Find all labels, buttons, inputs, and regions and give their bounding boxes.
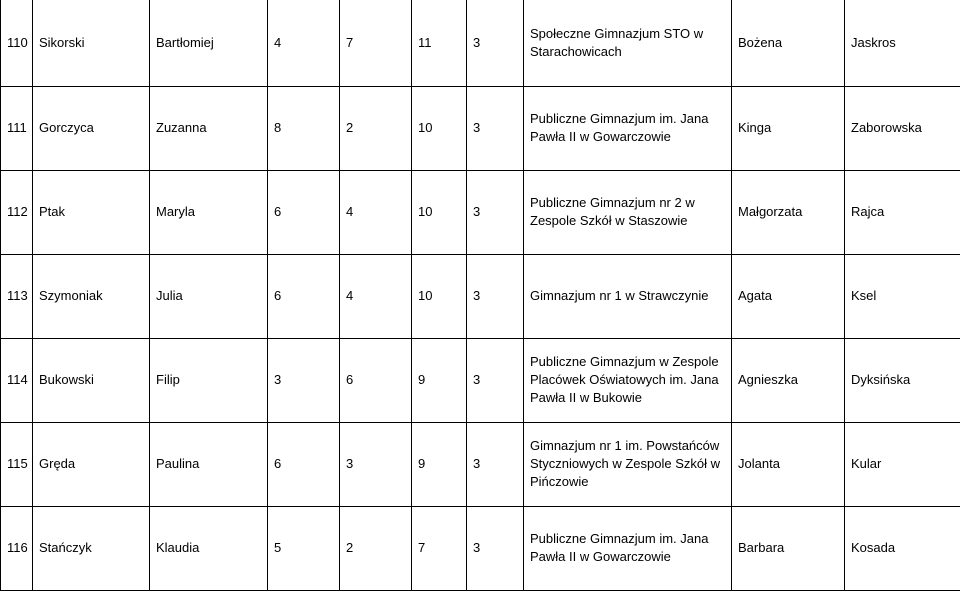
cell-teacher-surname: Dyksińska [845, 338, 960, 422]
cell-school: Publiczne Gimnazjum w Zespole Placówek Oświatowych im. Jana Pawła II w Bukowie [524, 338, 732, 422]
cell-score-2: 2 [340, 506, 412, 590]
cell-first-name: Maryla [150, 170, 268, 254]
cell-total: 9 [412, 338, 467, 422]
cell-class: 3 [467, 0, 524, 86]
table-row [1, 422, 960, 506]
cell-surname: Szymoniak [33, 254, 150, 338]
cell-score-1: 3 [268, 338, 340, 422]
cell-surname: Gręda [33, 422, 150, 506]
cell-score-2: 7 [340, 0, 412, 86]
cell-score-2: 3 [340, 422, 412, 506]
cell-teacher-surname: Jaskros [845, 0, 960, 86]
cell-teacher-first-name: Jolanta [732, 422, 845, 506]
cell-teacher-surname: Zaborowska [845, 86, 960, 170]
table-row [1, 86, 960, 170]
cell-lp: 116 [1, 506, 33, 590]
cell-class: 3 [467, 422, 524, 506]
cell-total: 10 [412, 170, 467, 254]
cell-class: 3 [467, 506, 524, 590]
cell-teacher-first-name: Barbara [732, 506, 845, 590]
cell-lp: 113 [1, 254, 33, 338]
cell-total: 10 [412, 254, 467, 338]
cell-school: Publiczne Gimnazjum im. Jana Pawła II w Gowarczowie [524, 86, 732, 170]
cell-lp: 110 [1, 0, 33, 86]
cell-class: 3 [467, 170, 524, 254]
table-row [1, 254, 960, 338]
cell-score-2: 6 [340, 338, 412, 422]
cell-score-1: 8 [268, 86, 340, 170]
cell-teacher-surname: Kosada [845, 506, 960, 590]
cell-surname: Gorczyca [33, 86, 150, 170]
cell-score-1: 5 [268, 506, 340, 590]
cell-score-2: 2 [340, 86, 412, 170]
cell-teacher-first-name: Agnieszka [732, 338, 845, 422]
cell-lp: 115 [1, 422, 33, 506]
cell-first-name: Julia [150, 254, 268, 338]
cell-surname: Stańczyk [33, 506, 150, 590]
cell-teacher-surname: Ksel [845, 254, 960, 338]
cell-score-1: 6 [268, 170, 340, 254]
cell-total: 10 [412, 86, 467, 170]
cell-score-1: 4 [268, 0, 340, 86]
cell-lp: 111 [1, 86, 33, 170]
cell-class: 3 [467, 254, 524, 338]
table-row [1, 0, 960, 86]
cell-first-name: Klaudia [150, 506, 268, 590]
table-body [1, 0, 960, 590]
cell-school: Gimnazjum nr 1 w Strawczynie [524, 254, 732, 338]
cell-total: 7 [412, 506, 467, 590]
cell-surname: Ptak [33, 170, 150, 254]
cell-school: Społeczne Gimnazjum STO w Starachowicach [524, 0, 732, 86]
table-row [1, 506, 960, 590]
cell-total: 9 [412, 422, 467, 506]
cell-first-name: Bartłomiej [150, 0, 268, 86]
cell-teacher-surname: Kular [845, 422, 960, 506]
cell-school: Publiczne Gimnazjum im. Jana Pawła II w Gowarczowie [524, 506, 732, 590]
cell-surname: Sikorski [33, 0, 150, 86]
cell-teacher-first-name: Agata [732, 254, 845, 338]
cell-score-1: 6 [268, 254, 340, 338]
cell-teacher-first-name: Bożena [732, 0, 845, 86]
cell-school: Gimnazjum nr 1 im. Powstańców Styczniowych w Zespole Szkół w Pińczowie [524, 422, 732, 506]
cell-teacher-first-name: Kinga [732, 86, 845, 170]
cell-total: 11 [412, 0, 467, 86]
cell-class: 3 [467, 86, 524, 170]
cell-teacher-first-name: Małgorzata [732, 170, 845, 254]
cell-class: 3 [467, 338, 524, 422]
cell-first-name: Paulina [150, 422, 268, 506]
cell-score-2: 4 [340, 170, 412, 254]
cell-first-name: Zuzanna [150, 86, 268, 170]
cell-score-1: 6 [268, 422, 340, 506]
cell-score-2: 4 [340, 254, 412, 338]
cell-lp: 112 [1, 170, 33, 254]
cell-school: Publiczne Gimnazjum nr 2 w Zespole Szkół w Staszowie [524, 170, 732, 254]
table-row [1, 170, 960, 254]
cell-teacher-surname: Rajca [845, 170, 960, 254]
cell-first-name: Filip [150, 338, 268, 422]
table-row [1, 338, 960, 422]
cell-lp: 114 [1, 338, 33, 422]
cell-surname: Bukowski [33, 338, 150, 422]
